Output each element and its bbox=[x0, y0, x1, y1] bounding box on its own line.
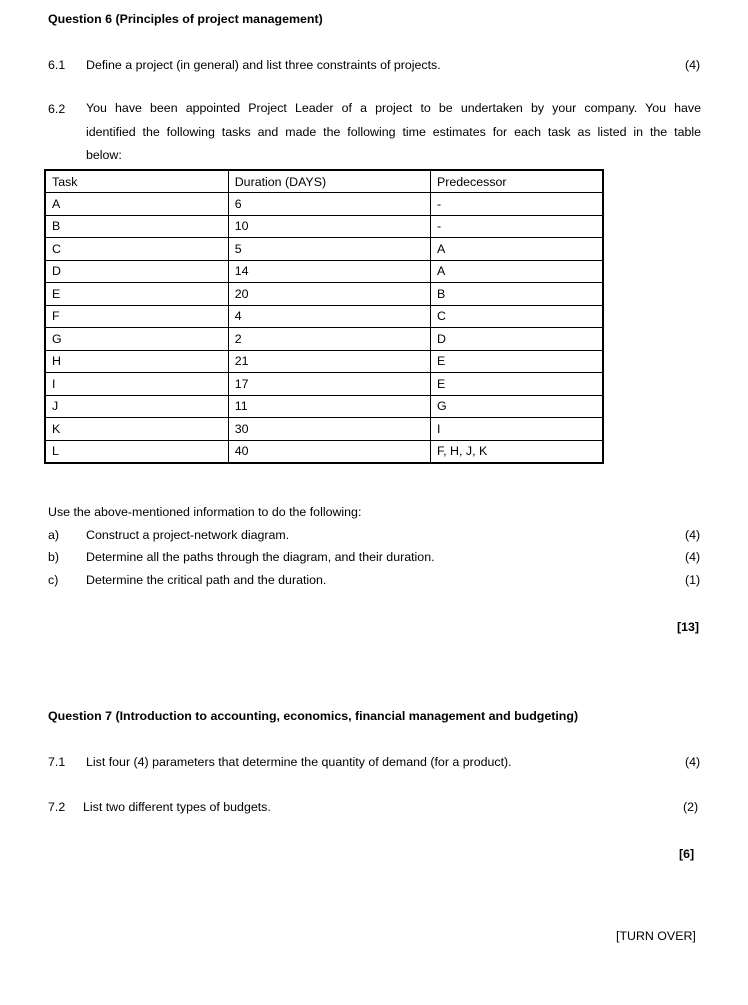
duration-cell: 4 bbox=[228, 305, 430, 328]
part-b-label: b) bbox=[48, 550, 60, 564]
duration-cell: 17 bbox=[228, 373, 430, 396]
task-cell: I bbox=[45, 373, 228, 396]
q71-number: 7.1 bbox=[48, 755, 66, 769]
part-a-text: Construct a project-network diagram. bbox=[86, 528, 290, 542]
turn-over-footer: [TURN OVER] bbox=[616, 929, 696, 943]
predecessor-cell: E bbox=[430, 373, 603, 396]
task-cell: B bbox=[45, 215, 228, 238]
q71-text: List four (4) parameters that determine the quantity of demand (for a product). bbox=[86, 755, 512, 769]
task-cell: A bbox=[45, 193, 228, 216]
question-7-total: [6] bbox=[679, 847, 695, 861]
table-row bbox=[45, 395, 603, 418]
predecessor-cell: - bbox=[430, 193, 603, 216]
q72-marks: (2) bbox=[683, 800, 699, 814]
instructions-text: Use the above-mentioned information to do the following: bbox=[48, 505, 362, 519]
task-cell: C bbox=[45, 238, 228, 261]
duration-cell: 6 bbox=[228, 193, 430, 216]
task-cell: E bbox=[45, 283, 228, 306]
table-row bbox=[45, 260, 603, 283]
q61-text: Define a project (in general) and list three constraints of projects. bbox=[86, 58, 441, 72]
duration-cell: 20 bbox=[228, 283, 430, 306]
header-duration: Duration (DAYS) bbox=[228, 170, 430, 193]
predecessor-cell: B bbox=[430, 283, 603, 306]
task-cell: L bbox=[45, 440, 228, 463]
duration-cell: 10 bbox=[228, 215, 430, 238]
part-c-marks: (1) bbox=[685, 573, 701, 587]
duration-cell: 11 bbox=[228, 395, 430, 418]
predecessor-cell: A bbox=[430, 260, 603, 283]
table-row bbox=[45, 283, 603, 306]
q62-line-2: identified the following tasks and made the following time estimates for each task as listed in the table bbox=[86, 124, 701, 139]
header-predecessor: Predecessor bbox=[430, 170, 603, 193]
part-c-text: Determine the critical path and the duration. bbox=[86, 573, 327, 587]
q62-number: 6.2 bbox=[48, 102, 66, 116]
table-header-row bbox=[45, 170, 603, 193]
duration-cell: 40 bbox=[228, 440, 430, 463]
part-c-label: c) bbox=[48, 573, 59, 587]
table-row bbox=[45, 328, 603, 351]
duration-cell: 14 bbox=[228, 260, 430, 283]
duration-cell: 21 bbox=[228, 350, 430, 373]
part-a-marks: (4) bbox=[685, 528, 701, 542]
table-row bbox=[45, 350, 603, 373]
task-cell: G bbox=[45, 328, 228, 351]
part-b-marks: (4) bbox=[685, 550, 701, 564]
table-row bbox=[45, 440, 603, 463]
question-7-title: Question 7 (Introduction to accounting, economics, financial management and budgeting) bbox=[48, 709, 579, 723]
q72-text: List two different types of budgets. bbox=[83, 800, 271, 814]
q61-marks: (4) bbox=[685, 58, 701, 72]
predecessor-cell: I bbox=[430, 418, 603, 441]
table-row bbox=[45, 418, 603, 441]
table-row bbox=[45, 373, 603, 396]
q62-line-1: You have been appointed Project Leader of a project to be undertaken by your company. You have bbox=[86, 101, 701, 115]
predecessor-cell: D bbox=[430, 328, 603, 351]
task-cell: H bbox=[45, 350, 228, 373]
question-6-title: Question 6 (Principles of project management) bbox=[48, 12, 323, 26]
q62-text bbox=[86, 97, 701, 168]
predecessor-cell: F, H, J, K bbox=[430, 440, 603, 463]
table-row bbox=[45, 215, 603, 238]
q61-number: 6.1 bbox=[48, 58, 66, 72]
table-row bbox=[45, 193, 603, 216]
predecessor-cell: E bbox=[430, 350, 603, 373]
part-b-text: Determine all the paths through the diagram, and their duration. bbox=[86, 550, 435, 564]
task-cell: D bbox=[45, 260, 228, 283]
question-6-total: [13] bbox=[677, 620, 700, 634]
predecessor-cell: A bbox=[430, 238, 603, 261]
duration-cell: 5 bbox=[228, 238, 430, 261]
table-row bbox=[45, 238, 603, 261]
part-a-label: a) bbox=[48, 528, 60, 542]
table-row bbox=[45, 305, 603, 328]
predecessor-cell: C bbox=[430, 305, 603, 328]
task-cell: F bbox=[45, 305, 228, 328]
q71-marks: (4) bbox=[685, 755, 701, 769]
q62-line-3: below: bbox=[86, 148, 122, 162]
predecessor-cell: - bbox=[430, 215, 603, 238]
task-table bbox=[44, 169, 604, 464]
predecessor-cell: G bbox=[430, 395, 603, 418]
task-cell: J bbox=[45, 395, 228, 418]
q72-number: 7.2 bbox=[48, 800, 66, 814]
header-task: Task bbox=[45, 170, 228, 193]
duration-cell: 2 bbox=[228, 328, 430, 351]
task-cell: K bbox=[45, 418, 228, 441]
duration-cell: 30 bbox=[228, 418, 430, 441]
